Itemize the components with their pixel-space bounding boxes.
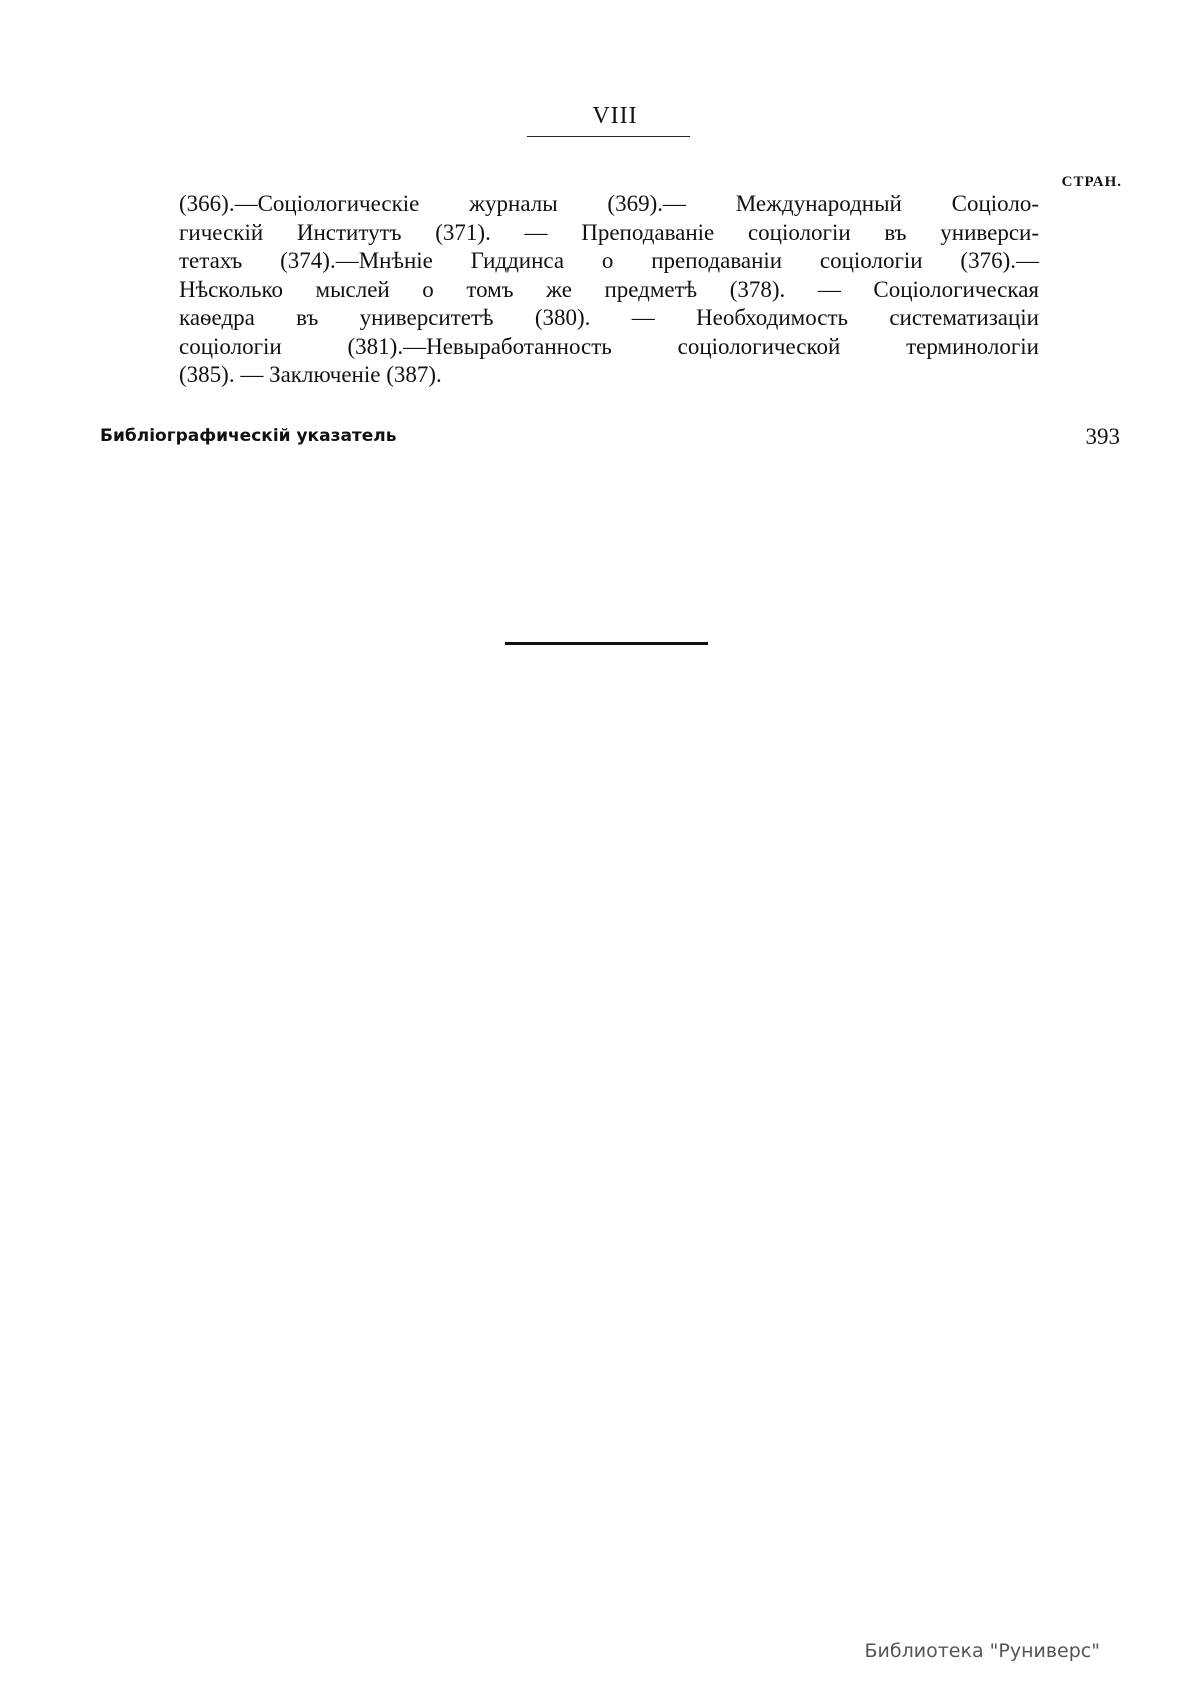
section-rule bbox=[505, 642, 708, 645]
toc-line: Нѣсколько мыслей о томъ же предметѣ (378). — Соціологическая bbox=[179, 276, 1039, 302]
header-rule bbox=[527, 136, 690, 137]
toc-line: гическій Институтъ (371). — Преподаваніе соціологіи въ универси- bbox=[179, 219, 1039, 245]
toc-paragraph bbox=[179, 190, 1039, 390]
toc-line: тетахъ (374).—Мнѣніе Гиддинса о преподаваніи соціологіи (376).— bbox=[179, 248, 1039, 273]
page-number: VIII bbox=[592, 103, 638, 129]
library-watermark: Библиотека "Руниверс" bbox=[864, 1640, 1100, 1662]
toc-line: каѳедра въ университетѣ (380). — Необходимость систематизаціи bbox=[179, 305, 1039, 330]
toc-line: (366).—Соціологическіе журналы (369).— Международный Соціоло- bbox=[179, 191, 1039, 216]
toc-line: соціологіи (381).—Невыработанность соціологической терминологіи bbox=[179, 333, 1039, 359]
toc-entry-title: Библіографическій указатель bbox=[100, 426, 397, 446]
toc-entry-bibliography bbox=[100, 424, 1120, 454]
page-column-label: СТРАН. bbox=[1061, 174, 1122, 190]
toc-entry-page: 393 bbox=[1085, 424, 1120, 449]
toc-line: (385). — Заключеніе (387). bbox=[179, 362, 442, 387]
